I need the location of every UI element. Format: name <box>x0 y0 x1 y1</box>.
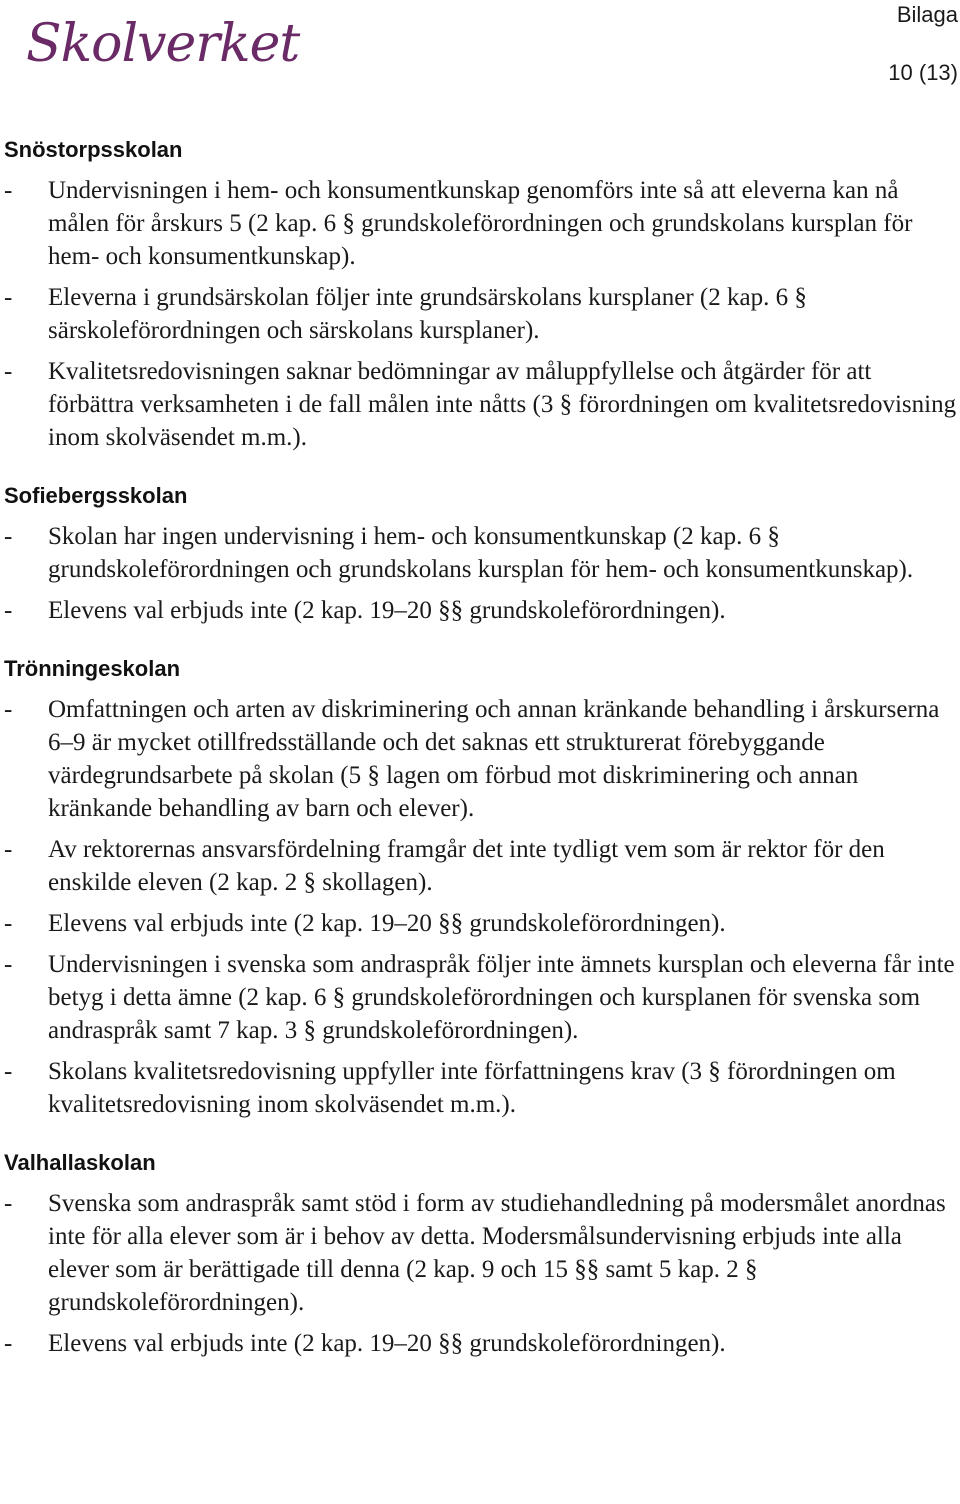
finding-list <box>4 174 958 454</box>
list-item: - Kvalitetsredovisningen saknar bedömningar av måluppfyllelse och åtgärder för att förbättra verksamheten i de fall målen inte nåtts (3 § förordningen om kvalitetsredovisning inom skolväsendet m.m.). <box>4 355 958 454</box>
section-heading: Snöstorpsskolan <box>4 137 183 162</box>
list-item: - Skolans kvalitetsredovisning uppfyller inte författningens krav (3 § förordningen om kvalitetsredovisning inom skolväsendet m.m.). <box>4 1055 958 1121</box>
finding-list <box>4 693 958 1121</box>
document-body <box>4 134 958 1386</box>
list-item: - Undervisningen i svenska som andraspråk följer inte ämnets kursplan och eleverna får inte betyg i detta ämne (2 kap. 6 § grundskoleförordningen och kursplanen för svenska som andraspråk samt 7 kap. 3 § grundskoleförordningen). <box>4 948 958 1047</box>
page-number: 10 (13) <box>888 60 958 85</box>
list-item: - Elevens val erbjuds inte (2 kap. 19–20 §§ grundskoleförordningen). <box>4 1327 958 1360</box>
section-tronningeskolan <box>4 653 958 1121</box>
section-heading: Sofiebergsskolan <box>4 483 188 508</box>
list-item: - Svenska som andraspråk samt stöd i form av studiehandledning på modersmålet anordnas inte för alla elever som är i behov av detta. Modersmålsundervisning erbjuds inte alla elever som är berättigade till denna (2 kap. 9 och 15 §§ samt 5 kap. 2 § grundskoleförordningen). <box>4 1187 958 1319</box>
list-item: - Undervisningen i hem- och konsumentkunskap genomförs inte så att eleverna kan nå målen för årskurs 5 (2 kap. 6 § grundskoleförordningen och grundskolans kursplan för hem- och konsumentkunskap). <box>4 174 958 273</box>
finding-list <box>4 1187 958 1360</box>
doc-label: Bilaga <box>896 2 958 27</box>
list-item: - Omfattningen och arten av diskriminering och annan kränkande behandling i årskurserna 6–9 är mycket otillfredsställande och det saknas ett strukturerat förebyggande värdegrundsarbete på skolan (5 § lagen om förbud mot diskriminering och annan kränkande behandling av barn och elever). <box>4 693 958 825</box>
section-heading: Trönningeskolan <box>4 656 181 681</box>
list-item: - Av rektorernas ansvarsfördelning framgår det inte tydligt vem som är rektor för den enskilde eleven (2 kap. 2 § skollagen). <box>4 833 958 899</box>
list-item: - Elevens val erbjuds inte (2 kap. 19–20 §§ grundskoleförordningen). <box>4 594 958 627</box>
skolverket-logo: Skolverket <box>26 14 300 74</box>
section-sofiebergsskolan <box>4 480 958 627</box>
list-item: - Eleverna i grundsärskolan följer inte grundsärskolans kursplaner (2 kap. 6 § särskoleförordningen och särskolans kursplaner). <box>4 281 958 347</box>
section-heading: Valhallaskolan <box>4 1150 156 1175</box>
section-valhallaskolan <box>4 1147 958 1360</box>
finding-list <box>4 520 958 627</box>
list-item: - Skolan har ingen undervisning i hem- och konsumentkunskap (2 kap. 6 § grundskoleförordningen och grundskolans kursplan för hem- och konsumentkunskap). <box>4 520 958 586</box>
section-snostorpsskolan <box>4 134 958 454</box>
list-item: - Elevens val erbjuds inte (2 kap. 19–20 §§ grundskoleförordningen). <box>4 907 958 940</box>
